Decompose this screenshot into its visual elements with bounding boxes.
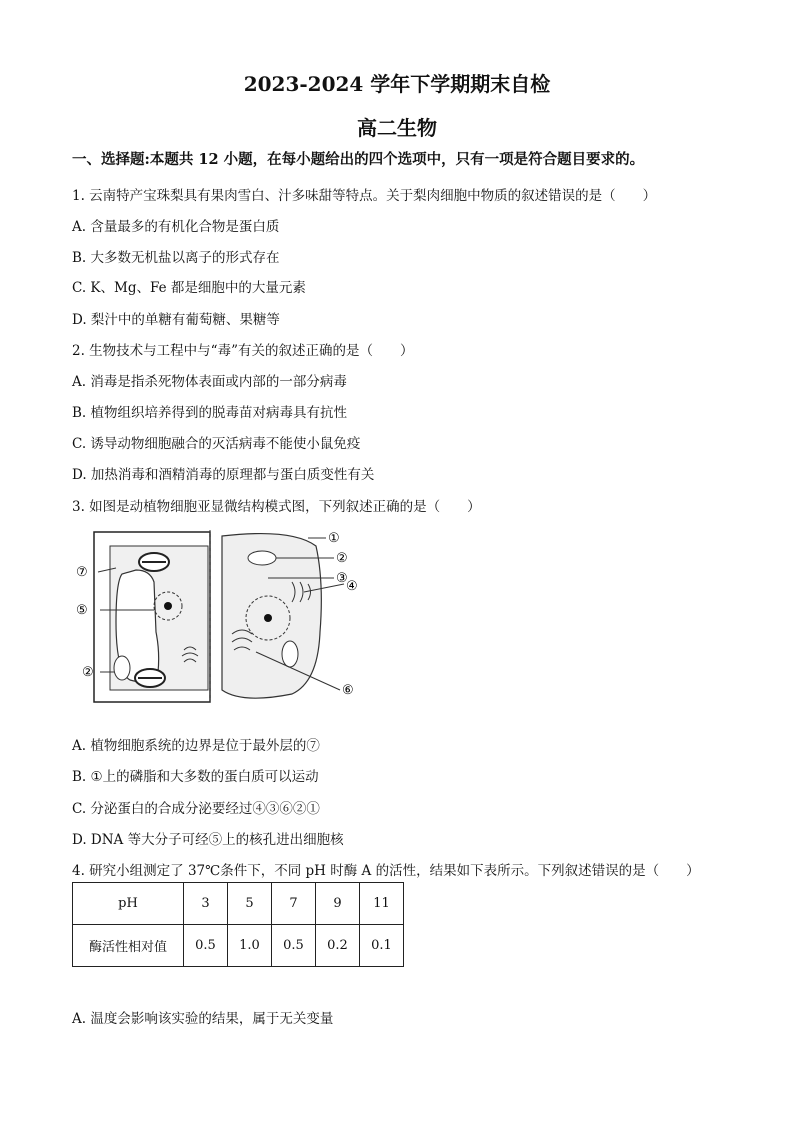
table-cell: 0.5 [272, 925, 316, 967]
question-1-stem: 1. 云南特产宝珠梨具有果肉雪白、汁多味甜等特点。关于梨肉细胞中物质的叙述错误的是（ ） [72, 188, 657, 204]
question-4-option-a: A. 温度会影响该实验的结果，属于无关变量 [72, 1011, 334, 1027]
question-1-option-a: A. 含量最多的有机化合物是蛋白质 [72, 219, 280, 235]
table-cell: 3 [184, 883, 228, 925]
question-3-option-d: D. DNA 等大分子可经⑤上的核孔进出细胞核 [72, 832, 344, 848]
cell-structure-figure [72, 522, 372, 710]
table-cell: 1.0 [228, 925, 272, 967]
table-cell: 7 [272, 883, 316, 925]
animal-mitochondrion-right [282, 641, 298, 667]
section-heading: 一、选择题:本题共 12 小题，在每小题给出的四个选项中，只有一项是符合题目要求的。 [72, 151, 645, 168]
question-3-option-a: A. 植物细胞系统的边界是位于最外层的⑦ [72, 738, 320, 754]
table-cell: 5 [228, 883, 272, 925]
table-row [73, 925, 404, 967]
label-3: ③ [336, 571, 348, 586]
question-4-stem: 4. 研究小组测定了 37℃条件下，不同 pH 时酶 A 的活性，结果如下表所示。下列叙述错误的是（ ） [72, 863, 700, 879]
animal-nucleolus [264, 614, 272, 622]
table-cell: 0.5 [184, 925, 228, 967]
question-3-option-b: B. ①上的磷脂和大多数的蛋白质可以运动 [72, 769, 319, 785]
question-2-option-d: D. 加热消毒和酒精消毒的原理都与蛋白质变性有关 [72, 467, 375, 483]
question-2-option-b: B. 植物组织培养得到的脱毒苗对病毒具有抗性 [72, 405, 348, 421]
table-row [73, 883, 404, 925]
label-2-left: ② [82, 665, 94, 680]
label-1: ① [328, 531, 340, 546]
question-3-stem: 3. 如图是动植物细胞亚显微结构模式图，下列叙述正确的是（ ） [72, 499, 481, 515]
question-1-option-c: C. K、Mg、Fe 都是细胞中的大量元素 [72, 280, 306, 296]
question-2-option-a: A. 消毒是指杀死物体表面或内部的一部分病毒 [72, 374, 347, 390]
table-cell: 9 [316, 883, 360, 925]
table-header-ph: pH [73, 883, 184, 925]
exam-subject: 高二生物 [357, 116, 437, 140]
question-3-option-c: C. 分泌蛋白的合成分泌要经过④③⑥②① [72, 801, 320, 817]
plant-mitochondrion [114, 656, 130, 680]
label-7: ⑦ [76, 565, 88, 580]
question-2-stem: 2. 生物技术与工程中与“毒”有关的叙述正确的是（ ） [72, 343, 414, 359]
table-cell: 0.1 [360, 925, 404, 967]
table-cell: 11 [360, 883, 404, 925]
question-2-option-c: C. 诱导动物细胞融合的灭活病毒不能使小鼠免疫 [72, 436, 361, 452]
label-6: ⑥ [342, 683, 354, 698]
animal-mitochondrion-top [248, 551, 276, 565]
enzyme-activity-table [72, 882, 404, 967]
exam-title: 2023-2024 学年下学期期末自检 [243, 72, 551, 96]
table-cell: 0.2 [316, 925, 360, 967]
question-1-option-b: B. 大多数无机盐以离子的形式存在 [72, 250, 280, 266]
label-2: ② [336, 551, 348, 566]
question-1-option-d: D. 梨汁中的单糖有葡萄糖、果糖等 [72, 312, 280, 328]
label-4: ④ [346, 579, 358, 594]
plant-nucleolus [164, 602, 172, 610]
label-5: ⑤ [76, 603, 88, 618]
table-header-activity: 酶活性相对值 [73, 925, 184, 967]
